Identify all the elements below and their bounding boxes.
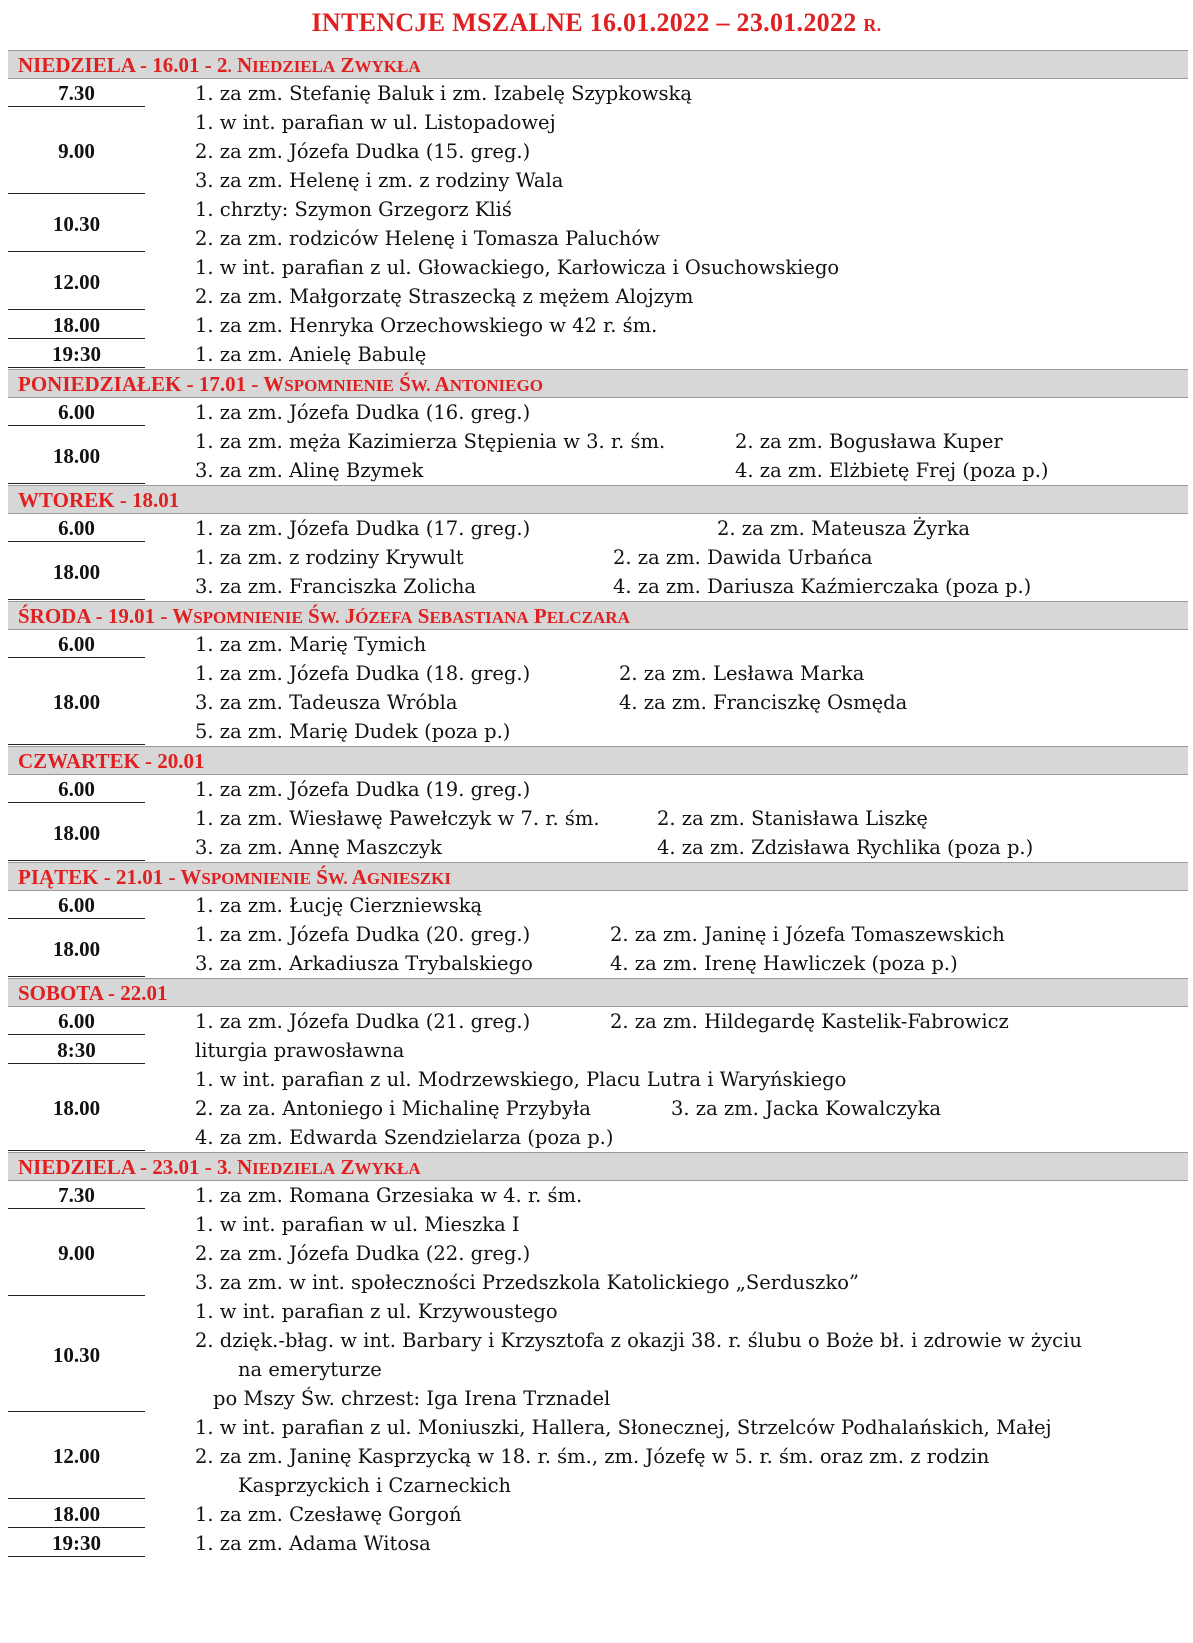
- intention-text: 1. w int. parafian z ul. Moniuszki, Hallera, Słonecznej, Strzelców Podhalańskich, Małej: [195, 1416, 1052, 1439]
- mass-row: [8, 891, 1188, 920]
- intention-text: 1. za zm. Adama Witosa: [195, 1532, 431, 1555]
- day-header: [8, 862, 1188, 891]
- intention-text: 3. za zm. Helenę i zm. z rodziny Wala: [195, 169, 564, 192]
- intention-line: [195, 1297, 1188, 1326]
- mass-row: [8, 659, 1188, 746]
- mass-time: 18.00: [8, 804, 145, 862]
- day-name: NIEDZIELA - 23.01 -: [18, 1155, 217, 1179]
- intention-text: 1. za zm. Józefa Dudka (20. greg.): [195, 923, 531, 946]
- day-name: WTOREK - 18.01: [18, 488, 180, 512]
- mass-row: [8, 340, 1188, 369]
- intention-text: 3. za zm. Alinę Bzymek: [195, 459, 424, 482]
- title-main: INTENCJE MSZALNE 16.01.2022 – 23.01.2022: [311, 8, 857, 37]
- intention-line: [195, 1036, 1188, 1065]
- intention-text: 1. za zm. Józefa Dudka (16. greg.): [195, 401, 531, 424]
- mass-time: 6.00: [8, 1007, 145, 1036]
- day-name: SOBOTA - 22.01: [18, 981, 168, 1005]
- intention-text: 3. za zm. Arkadiusza Trybalskiego: [195, 952, 533, 975]
- day-feast: 3. NIEDZIELA ZWYKŁA: [216, 1155, 421, 1179]
- intention-text: 1. w int. parafian z ul. Krzywoustego: [195, 1300, 558, 1323]
- mass-time: 10.30: [8, 195, 145, 253]
- day-name: CZWARTEK - 20.01: [18, 749, 205, 773]
- intention-line: [195, 456, 1188, 485]
- day-name: PONIEDZIAŁEK - 17.01 -: [18, 372, 264, 396]
- intention-line: [195, 659, 1188, 688]
- intention-text-col2: 4. za zm. Irenę Hawliczek (poza p.): [610, 952, 958, 975]
- intention-text: 1. za zm. męża Kazimierza Stępienia w 3. r. śm.: [195, 430, 666, 453]
- intention-text: 1. za zm. z rodziny Krywult: [195, 546, 464, 569]
- intention-line: [195, 137, 1188, 166]
- intention-line: [195, 427, 1188, 456]
- intention-line: [195, 775, 1188, 804]
- intention-text-col2: 2. za zm. Dawida Urbańca: [613, 546, 873, 569]
- day-header: [8, 746, 1188, 775]
- mass-row: [8, 427, 1188, 485]
- mass-time: 18.00: [8, 543, 145, 601]
- title-suffix: R.: [863, 15, 882, 35]
- day-header: [8, 978, 1188, 1007]
- intention-line: [195, 1384, 1188, 1413]
- mass-row: [8, 514, 1188, 543]
- mass-row: [8, 398, 1188, 427]
- intention-line: [195, 1094, 1188, 1123]
- intention-text-col2: 2. za zm. Hildegardę Kastelik-Fabrowicz: [610, 1010, 1009, 1033]
- intention-text: 1. za zm. Józefa Dudka (18. greg.): [195, 662, 531, 685]
- mass-row: [8, 1529, 1188, 1558]
- intention-line: [195, 949, 1188, 978]
- day-header: [8, 1152, 1188, 1181]
- mass-time: 6.00: [8, 398, 145, 427]
- intention-text: 1. za zm. Marię Tymich: [195, 633, 427, 656]
- intention-text: 2. dzięk.-błag. w int. Barbary i Krzysztofa z okazji 38. r. ślubu o Boże bł. i zdrowie w życiu: [195, 1329, 1082, 1352]
- intention-text: 2. za za. Antoniego i Michalinę Przybyła: [195, 1097, 591, 1120]
- mass-row: [8, 920, 1188, 978]
- mass-time: 6.00: [8, 891, 145, 920]
- intention-line: [195, 1355, 1188, 1384]
- intention-line: [195, 833, 1188, 862]
- mass-time: 18.00: [8, 920, 145, 978]
- mass-time: 6.00: [8, 775, 145, 804]
- day-feast: WSPOMNIENIE ŚW. JÓZEFA SEBASTIANA PELCZARA: [172, 604, 630, 628]
- intention-text: 3. za zm. Franciszka Zolicha: [195, 575, 477, 598]
- mass-time: 10.30: [8, 1297, 145, 1413]
- intention-line: [195, 1123, 1188, 1152]
- intention-text: 5. za zm. Marię Dudek (poza p.): [195, 720, 511, 743]
- intention-text: 1. w int. parafian z ul. Głowackiego, Karłowicza i Osuchowskiego: [195, 256, 840, 279]
- day-name: PIĄTEK - 21.01 -: [18, 865, 181, 889]
- intention-line: [195, 166, 1188, 195]
- day-header: [8, 601, 1188, 630]
- intention-text: Kasprzyckich i Czarneckich: [238, 1474, 512, 1497]
- intention-text: 2. za zm. rodziców Helenę i Tomasza Paluchów: [195, 227, 660, 250]
- intention-text-col2: 2. za zm. Stanisława Liszkę: [657, 807, 928, 830]
- intention-text-col2: 4. za zm. Zdzisława Rychlika (poza p.): [657, 836, 1034, 859]
- intention-line: [195, 1442, 1188, 1471]
- intention-text: 1. za zm. Anielę Babulę: [195, 343, 427, 366]
- mass-row: [8, 630, 1188, 659]
- intention-text: 3. za zm. w int. społeczności Przedszkola Katolickiego „Serduszko”: [195, 1271, 859, 1294]
- mass-row: [8, 108, 1188, 195]
- intention-line: [195, 688, 1188, 717]
- day-header: [8, 50, 1188, 79]
- mass-row: [8, 1007, 1188, 1036]
- mass-row: [8, 1065, 1188, 1152]
- mass-row: [8, 1413, 1188, 1500]
- intention-text: 3. za zm. Annę Maszczyk: [195, 836, 442, 859]
- intention-line: [195, 1268, 1188, 1297]
- intention-line: [195, 340, 1188, 369]
- mass-time: 8:30: [8, 1036, 145, 1065]
- intention-text: 3. za zm. Tadeusza Wróbla: [195, 691, 458, 714]
- intention-text: 1. za zm. Józefa Dudka (19. greg.): [195, 778, 531, 801]
- intention-line: [195, 514, 1188, 543]
- intention-line: [195, 108, 1188, 137]
- intentions-list: [8, 50, 1188, 1558]
- intention-line: [195, 717, 1188, 746]
- mass-row: [8, 1036, 1188, 1065]
- day-name: NIEDZIELA - 16.01 -: [18, 53, 217, 77]
- mass-row: [8, 79, 1188, 108]
- intention-line: [195, 398, 1188, 427]
- intention-text: 1. za zm. Stefanię Baluk i zm. Izabelę Szypkowską: [195, 82, 692, 105]
- mass-time: 18.00: [8, 1500, 145, 1529]
- intention-text: 1. chrzty: Szymon Grzegorz Kliś: [195, 198, 512, 221]
- mass-time: 18.00: [8, 1065, 145, 1152]
- mass-row: [8, 195, 1188, 253]
- mass-time: 9.00: [8, 108, 145, 195]
- mass-time: 9.00: [8, 1210, 145, 1297]
- intention-text: liturgia prawosławna: [195, 1039, 405, 1062]
- mass-time: 6.00: [8, 630, 145, 659]
- intention-line: [195, 1181, 1188, 1210]
- intention-text: 1. za zm. Henryka Orzechowskiego w 42 r. śm.: [195, 314, 658, 337]
- intention-line: [195, 543, 1188, 572]
- intention-text-col2: 2. za zm. Bogusława Kuper: [735, 430, 1003, 453]
- intention-text: 1. za zm. Czesławę Gorgoń: [195, 1503, 462, 1526]
- mass-time: 12.00: [8, 1413, 145, 1500]
- intention-text: 4. za zm. Edwarda Szendzielarza (poza p.): [195, 1126, 614, 1149]
- intention-line: [195, 311, 1188, 340]
- mass-row: [8, 253, 1188, 311]
- mass-row: [8, 1500, 1188, 1529]
- intention-text-col2: 4. za zm. Franciszkę Osmęda: [619, 691, 908, 714]
- mass-row: [8, 775, 1188, 804]
- mass-row: [8, 1210, 1188, 1297]
- intention-line: [195, 79, 1188, 108]
- intention-text-col2: 2. za zm. Janinę i Józefa Tomaszewskich: [610, 923, 1005, 946]
- intention-text-col2: 2. za zm. Mateusza Żyrka: [717, 517, 971, 540]
- intention-text: 1. w int. parafian w ul. Listopadowej: [195, 111, 556, 134]
- mass-row: [8, 543, 1188, 601]
- day-header: [8, 369, 1188, 398]
- intention-line: [195, 1239, 1188, 1268]
- intention-text-col2: 4. za zm. Dariusza Kaźmierczaka (poza p.): [613, 575, 1032, 598]
- intention-line: [195, 1326, 1188, 1355]
- intention-text-col2: 3. za zm. Jacka Kowalczyka: [671, 1097, 942, 1120]
- mass-time: 18.00: [8, 427, 145, 485]
- mass-time: 7.30: [8, 79, 145, 108]
- intention-text: 2. za zm. Józefa Dudka (15. greg.): [195, 140, 531, 163]
- intention-text: 1. za zm. Łucję Cierzniewską: [195, 894, 483, 917]
- intention-line: [195, 1413, 1188, 1442]
- mass-time: 18.00: [8, 311, 145, 340]
- intention-line: [195, 891, 1188, 920]
- intention-line: [195, 572, 1188, 601]
- mass-time: 19:30: [8, 1529, 145, 1558]
- intention-text: 1. za zm. Józefa Dudka (17. greg.): [195, 517, 531, 540]
- intention-line: [195, 195, 1188, 224]
- intention-text: 1. za zm. Józefa Dudka (21. greg.): [195, 1010, 531, 1033]
- mass-time: 18.00: [8, 659, 145, 746]
- mass-row: [8, 804, 1188, 862]
- intention-line: [195, 630, 1188, 659]
- intention-line: [195, 804, 1188, 833]
- day-feast: 2. NIEDZIELA ZWYKŁA: [216, 53, 421, 77]
- intention-text: 2. za zm. Janinę Kasprzycką w 18. r. śm., zm. Józefę w 5. r. śm. oraz zm. z rodzin: [195, 1445, 990, 1468]
- mass-time: 7.30: [8, 1181, 145, 1210]
- day-feast: WSPOMNIENIE ŚW. AGNIESZKI: [180, 865, 451, 889]
- intention-text-col2: 4. za zm. Elżbietę Frej (poza p.): [735, 459, 1049, 482]
- intention-line: [195, 1210, 1188, 1239]
- mass-time: 6.00: [8, 514, 145, 543]
- intention-line: [195, 1500, 1188, 1529]
- day-header: [8, 485, 1188, 514]
- intention-text: 1. za zm. Romana Grzesiaka w 4. r. śm.: [195, 1184, 583, 1207]
- page-title: [0, 8, 1193, 38]
- intention-line: [195, 253, 1188, 282]
- mass-time: 12.00: [8, 253, 145, 311]
- intention-text: po Mszy Św. chrzest: Iga Irena Trznadel: [213, 1387, 611, 1410]
- mass-row: [8, 1181, 1188, 1210]
- intention-line: [195, 282, 1188, 311]
- intention-line: [195, 1529, 1188, 1558]
- intention-text: 1. za zm. Wiesławę Pawełczyk w 7. r. śm.: [195, 807, 600, 830]
- day-feast: WSPOMNIENIE ŚW. ANTONIEGO: [263, 372, 543, 396]
- intention-text: 1. w int. parafian w ul. Mieszka I: [195, 1213, 520, 1236]
- intention-line: [195, 1065, 1188, 1094]
- intention-text: 1. w int. parafian z ul. Modrzewskiego, Placu Lutra i Waryńskiego: [195, 1068, 847, 1091]
- intention-line: [195, 1007, 1188, 1036]
- intention-text-col2: 2. za zm. Lesława Marka: [619, 662, 865, 685]
- intention-text: 2. za zm. Józefa Dudka (22. greg.): [195, 1242, 531, 1265]
- intention-line: [195, 1471, 1188, 1500]
- intention-text: na emeryturze: [238, 1358, 382, 1381]
- mass-row: [8, 1297, 1188, 1413]
- day-name: ŚRODA - 19.01 -: [18, 604, 173, 628]
- intention-text: 2. za zm. Małgorzatę Straszecką z mężem Alojzym: [195, 285, 694, 308]
- mass-row: [8, 311, 1188, 340]
- mass-time: 19:30: [8, 340, 145, 369]
- intention-line: [195, 224, 1188, 253]
- intention-line: [195, 920, 1188, 949]
